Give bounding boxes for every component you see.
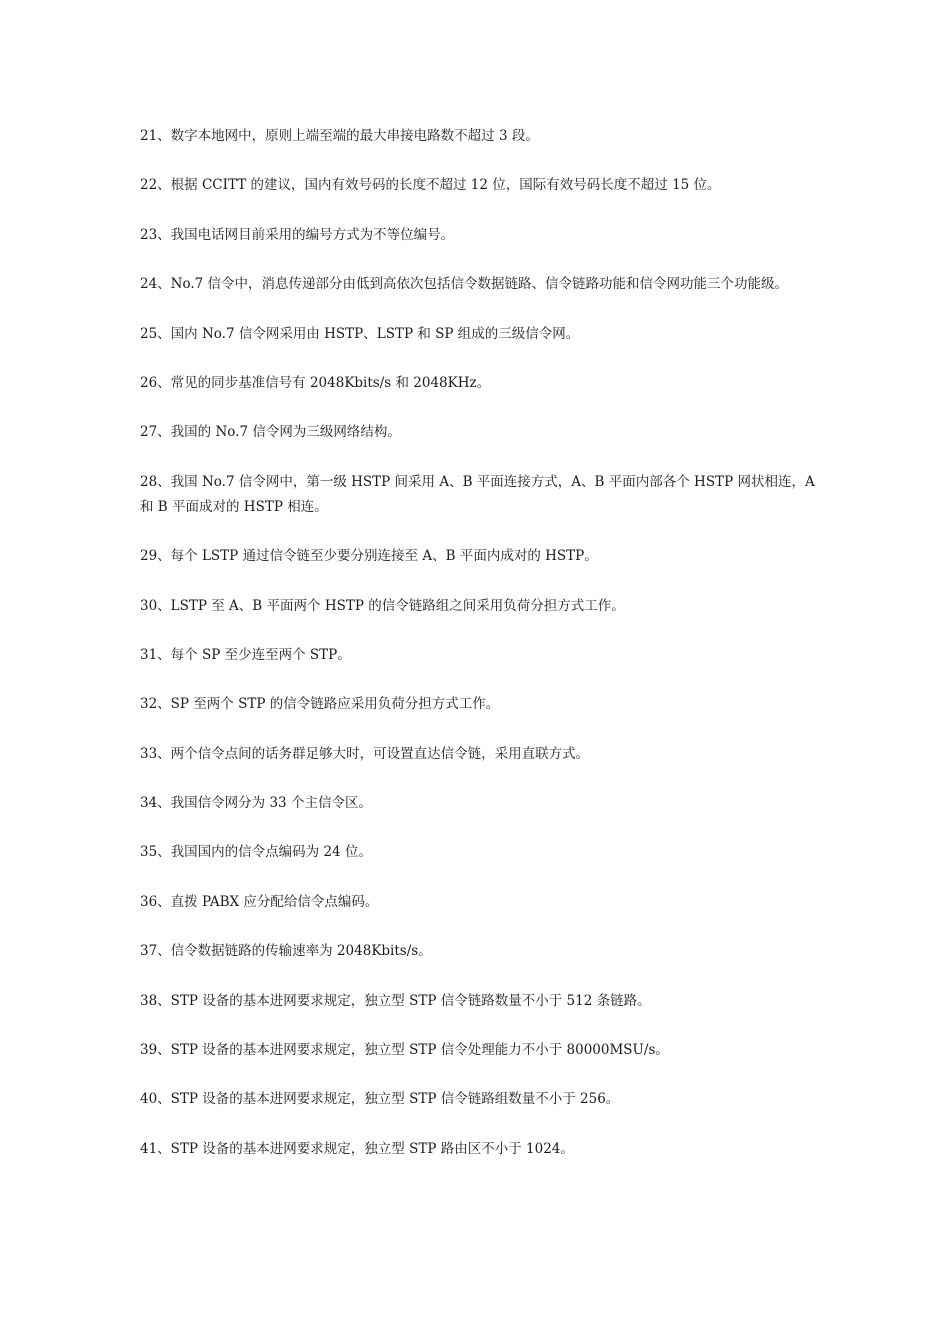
list-item: 28、我国 No.7 信令网中，第一级 HSTP 间采用 A、B 平面连接方式，A、B 平面内部各个 HSTP 网状相连，A 和 B 平面成对的 HSTP 相连。: [140, 473, 815, 515]
list-item: 29、每个 LSTP 通过信令链至少要分别连接至 A、B 平面内成对的 HSTP。: [140, 548, 598, 565]
list-item: 21、数字本地网中，原则上端至端的最大串接电路数不超过 3 段。: [140, 128, 539, 144]
list-item: 24、No.7 信令中，消息传递部分由低到高依次包括信令数据链路、信令链路功能和信令网功能三个功能级。: [140, 276, 789, 293]
list-item: 39、STP 设备的基本进网要求规定，独立型 STP 信令处理能力不小于 80000MSU/s。: [140, 1042, 669, 1059]
list-item: 40、STP 设备的基本进网要求规定，独立型 STP 信令链路组数量不小于 256。: [140, 1091, 620, 1108]
list-item: 38、STP 设备的基本进网要求规定，独立型 STP 信令链路数量不小于 512 条链路。: [140, 992, 651, 1009]
list-item: 27、我国的 No.7 信令网为三级网络结构。: [140, 424, 401, 441]
list-item: 30、LSTP 至 A、B 平面两个 HSTP 的信令链路组之间采用负荷分担方式工作。: [140, 597, 625, 614]
list-item: 37、信令数据链路的传输速率为 2048Kbits/s。: [140, 943, 432, 960]
list-item: 23、我国电话网目前采用的编号方式为不等位编号。: [140, 226, 455, 243]
list-item: 41、STP 设备的基本进网要求规定，独立型 STP 路由区不小于 1024。: [140, 1140, 574, 1157]
list-item: 31、每个 SP 至少连至两个 STP。: [140, 646, 351, 663]
list-item: 34、我国信令网分为 33 个主信令区。: [140, 795, 372, 812]
list-item: 25、国内 No.7 信令网采用由 HSTP、LSTP 和 SP 组成的三级信令网。: [140, 325, 580, 342]
list-item: 32、SP 至两个 STP 的信令链路应采用负荷分担方式工作。: [140, 696, 500, 713]
list-item: 26、常见的同步基准信号有 2048Kbits/s 和 2048KHz。: [140, 374, 491, 391]
list-item: 22、根据 CCITT 的建议，国内有效号码的长度不超过 12 位，国际有效号码长度不超过 15 位。: [140, 177, 721, 194]
list-item: 36、直拨 PABX 应分配给信令点编码。: [140, 893, 379, 910]
document-body: [140, 124, 816, 1186]
list-item: 33、两个信令点间的话务群足够大时，可设置直达信令链，采用直联方式。: [140, 745, 590, 762]
list-item: 35、我国国内的信令点编码为 24 位。: [140, 844, 372, 861]
